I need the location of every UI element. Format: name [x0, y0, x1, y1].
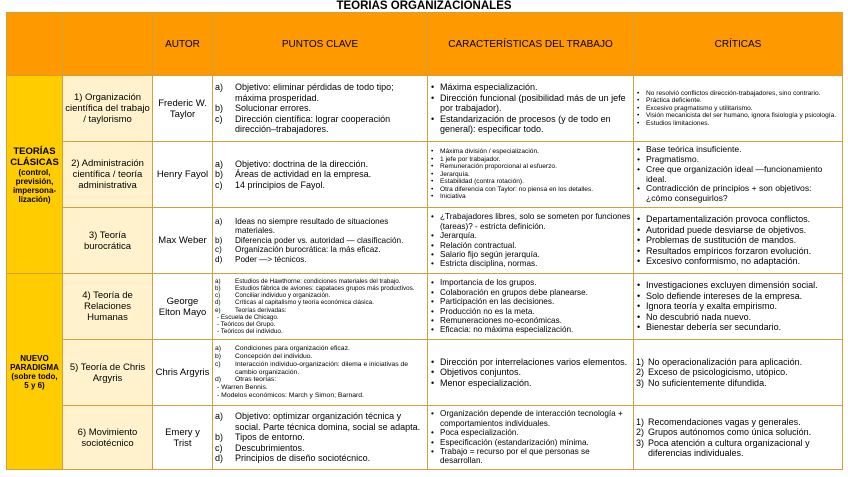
- page-title: TEORÍAS ORGANIZACIONALES: [336, 0, 512, 12]
- work-characteristics: [428, 340, 634, 406]
- group-clasicas: [7, 76, 63, 274]
- list-item: • Estandarización de procesos (y de todo en general): especificar todo.: [430, 114, 631, 135]
- table-row: [7, 274, 843, 340]
- list-item: Exceso de psicologicismo, utópico.: [648, 367, 788, 378]
- list-item: Conciliar individuo y organización.: [235, 292, 331, 300]
- list-item: Críticas al capitalismo y teoría económica clásica.: [235, 299, 374, 307]
- list-item: Poder —> técnicos.: [235, 254, 307, 264]
- list-item: • Solo defiende intereses de la empresa.: [636, 291, 840, 301]
- critiques: [634, 76, 843, 142]
- list-item: • Poca especialización.: [430, 428, 631, 437]
- sub-item: - Modelos económicos: March y Simon; Barnard.: [215, 392, 425, 400]
- theory-name: 6) Movimiento sociotécnico: [63, 406, 153, 470]
- list-item: • Máxima especialización.: [430, 82, 631, 92]
- list-item: • Especificación (estandarización) mínima.: [430, 438, 631, 447]
- list-item: Concepción del individuo.: [235, 353, 313, 360]
- list-item: • Objetivos conjuntos.: [430, 367, 631, 377]
- list-item: Condiciones para organización eficaz.: [235, 345, 350, 353]
- work-characteristics: [428, 406, 634, 470]
- list-item: • Trabajo = recurso por el que personas se desarrollan.: [430, 447, 631, 466]
- list-item: • Estabilidad (contra rotación).: [430, 178, 631, 186]
- key-points: [213, 142, 428, 208]
- list-item: Estudios fábrica de aviones: capataces grupos más productivos.: [235, 284, 415, 292]
- critiques: [634, 274, 843, 340]
- key-points: [213, 340, 428, 406]
- theory-name: 5) Teoría de Chris Argyris: [63, 340, 153, 406]
- group-nuevo-paradigma: [7, 274, 63, 470]
- list-item: No suficientemente difundida.: [648, 377, 767, 388]
- list-item: • Investigaciones excluyen dimensión social.: [636, 280, 840, 290]
- group-name: NUEVO PARADIGMA: [10, 353, 59, 372]
- list-item: • Dirección por interrelaciones varios elementos.: [430, 357, 631, 367]
- list-item: • Importancia de los grupos.: [430, 278, 631, 287]
- group-note: (control, previsión, impersona-lización): [12, 167, 57, 204]
- list-item: • Cree que organización ideal —funcionamiento ideal.: [636, 165, 840, 185]
- list-item: Objetivo: eliminar pérdidas de todo tipo; máxima prosperidad.: [235, 82, 394, 103]
- list-item: • Máxima división / especialización.: [430, 148, 631, 156]
- header-row: [7, 13, 843, 76]
- sub-item: - Teóricos del individuo.: [215, 328, 425, 335]
- theory-name: 2) Administración científica / teoría administrativa: [63, 142, 153, 208]
- author: Henry Fayol: [153, 142, 213, 208]
- list-item: • Resultados empíricos forzaron evolución.: [636, 246, 840, 256]
- list-item: Teorías derivadas:: [235, 306, 287, 314]
- group-name: TEORÍAS CLÁSICAS: [10, 145, 59, 168]
- author: Max Weber: [153, 208, 213, 274]
- critiques: [634, 406, 843, 470]
- sub-item: - Escuela de Chicago.: [215, 314, 425, 321]
- table-row: [7, 406, 843, 470]
- list-item: Estudios de Hawthorne: condiciones materiales del trabajo.: [235, 277, 401, 285]
- key-points: [213, 406, 428, 470]
- list-item: Otras teorías:: [235, 376, 277, 384]
- list-item: • Jerarquía.: [430, 231, 631, 240]
- list-item: Poca atención a cultura organizacional y diferencias individuales.: [648, 437, 810, 458]
- list-item: • Producción no es la meta.: [430, 307, 631, 316]
- list-item: Ideas no siempre resultado de situaciones materiales.: [235, 216, 389, 236]
- header-empty-2: [63, 13, 153, 76]
- author: Emery y Trist: [153, 406, 213, 470]
- list-item: Objetivo: doctrina de la dirección.: [235, 158, 369, 169]
- key-points: [213, 76, 428, 142]
- author: George Elton Mayo: [153, 274, 213, 340]
- list-item: Solucionar errores.: [235, 103, 312, 114]
- list-item: Objetivo: optimizar organización técnica y social. Parte técnica domina, social se adapta.: [235, 411, 421, 432]
- list-item: No operacionalización para aplicación.: [648, 356, 803, 367]
- work-characteristics: [428, 142, 634, 208]
- header-empty-1: [7, 13, 63, 76]
- table-row: [7, 76, 843, 142]
- list-item: Grupos autónomos como única solución.: [648, 427, 812, 438]
- critiques: [634, 340, 843, 406]
- key-points: [213, 274, 428, 340]
- list-item: Organización burocrática: la más eficaz.: [235, 245, 381, 255]
- group-note: (sobre todo, 5 y 6): [11, 371, 58, 390]
- author: Frederic W. Taylor: [153, 76, 213, 142]
- list-item: Tipos de entorno.: [235, 432, 305, 443]
- list-item: • Autoridad puede desviarse de objetivos.: [636, 225, 840, 235]
- theory-name: 1) Organización científica del trabajo / taylorismo: [63, 76, 153, 142]
- table-row: [7, 208, 843, 274]
- list-item: 14 principios de Fayol.: [235, 179, 326, 190]
- list-item: • ¿Trabajadores libres, solo se someten por funciones (tareas)? - estricta definición.: [430, 212, 631, 231]
- list-item: • Jerarquía.: [430, 171, 631, 179]
- list-item: • Relación contractual.: [430, 241, 631, 250]
- work-characteristics: [428, 208, 634, 274]
- list-item: • Colaboración en grupos debe planearse.: [430, 288, 631, 297]
- list-item: • Eficacia: no máxima especialización.: [430, 325, 631, 334]
- table-row: [7, 142, 843, 208]
- list-item: • Remuneración proporcional al esfuerzo.: [430, 163, 631, 171]
- list-item: Dirección científica: lograr cooperación dirección–trabajadores.: [235, 113, 391, 135]
- list-item: • Estricta disciplina, normas.: [430, 259, 631, 268]
- list-item: • Remuneraciones no-económicas.: [430, 316, 631, 325]
- list-item: • Base teórica insuficiente.: [636, 145, 840, 155]
- list-item: Interacción individuo-organización: dilema e iniciativas de cambio organización.: [235, 360, 409, 376]
- list-item: Recomendaciones vagas y generales.: [648, 416, 801, 427]
- list-item: Áreas de actividad en la empresa.: [235, 169, 372, 180]
- key-points: [213, 208, 428, 274]
- list-item: • Estudios limitaciones.: [636, 120, 840, 128]
- list-item: • 1 jefe por trabajador.: [430, 156, 631, 164]
- list-item: • Departamentalización provoca conflictos.: [636, 214, 840, 224]
- list-item: • Excesivo conformismo, no adaptación.: [636, 256, 840, 266]
- theory-name: 3) Teoría burocrática: [63, 208, 153, 274]
- list-item: Diferencia poder vs. autoridad — clasificación.: [235, 235, 404, 245]
- list-item: • Bienestar debería ser secundario.: [636, 322, 840, 332]
- list-item: Principios de diseño sociotécnico.: [235, 453, 371, 464]
- sub-item: - Warren Bennis.: [215, 384, 425, 392]
- list-item: • Menor especialización.: [430, 378, 631, 388]
- list-item: • Salario fijo según jerarquía.: [430, 250, 631, 259]
- work-characteristics: [428, 274, 634, 340]
- theories-table: [6, 12, 843, 470]
- work-characteristics: [428, 76, 634, 142]
- list-item: • Iniciativa: [430, 193, 631, 201]
- theory-name: 4) Teoría de Relaciones Humanas: [63, 274, 153, 340]
- list-item: Descubrimientos.: [235, 442, 305, 453]
- list-item: • Otra diferencia con Taylor: no piensa en los detalles.: [430, 186, 631, 194]
- list-item: • Excesivo pragmatismo y utilitarismo.: [636, 105, 840, 113]
- list-item: • Pragmatismo.: [636, 155, 840, 165]
- sub-item: - Teóricos del Grupo.: [215, 321, 425, 328]
- header-autor: AUTOR: [153, 13, 213, 76]
- header-criticas: CRÍTICAS: [634, 13, 843, 76]
- list-item: • No descubrió nada nuevo.: [636, 312, 840, 322]
- list-item: • Problemas de sustitución de mandos.: [636, 235, 840, 245]
- header-puntos-clave: PUNTOS CLAVE: [213, 13, 428, 76]
- list-item: • Participación en las decisiones.: [430, 297, 631, 306]
- critiques: [634, 142, 843, 208]
- list-item: • Organización depende de interacción tecnología + comportamientos individuales.: [430, 409, 631, 428]
- critiques: [634, 208, 843, 274]
- table-row: [7, 340, 843, 406]
- list-item: • Visión mecanicista del ser humano, ignora fisiología y psicología.: [636, 112, 840, 120]
- list-item: • No resolvió conflictos dirección-trabajadores, sino contrario.: [636, 90, 840, 98]
- list-item: • Práctica deficiente.: [636, 97, 840, 105]
- list-item: • Ignora teoría y exalta empirismo.: [636, 301, 840, 311]
- author: Chris Argyris: [153, 340, 213, 406]
- list-item: • Contradicción de principios + son objetivos: ¿cómo conseguirlos?: [636, 184, 840, 204]
- list-item: • Dirección funcional (posibilidad más de un jefe por trabajador).: [430, 93, 631, 114]
- header-caracteristicas: CARACTERÍSTICAS DEL TRABAJO: [428, 13, 634, 76]
